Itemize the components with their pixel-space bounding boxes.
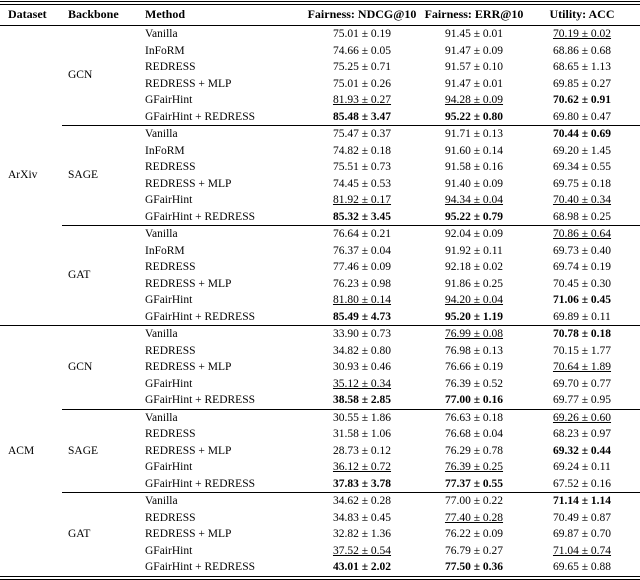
acc-cell: 70.40 ± 0.34 xyxy=(552,194,612,206)
dataset-cell: ArXiv xyxy=(8,169,38,182)
acc-cell: 69.26 ± 0.60 xyxy=(524,409,640,426)
acc-cell: 71.14 ± 1.14 xyxy=(524,493,640,510)
ndcg-cell: 34.83 ± 0.45 xyxy=(332,511,392,524)
acc-cell: 69.87 ± 0.70 xyxy=(552,528,612,540)
acc-cell: 70.15 ± 1.77 xyxy=(552,344,612,357)
err-cell: 77.00 ± 0.16 xyxy=(444,394,504,406)
acc-cell: 69.32 ± 0.44 xyxy=(552,444,612,457)
ndcg-cell: 81.92 ± 0.17 xyxy=(332,194,392,206)
ndcg-cell: 85.49 ± 4.73 xyxy=(332,310,392,323)
err-cell: 91.86 ± 0.25 xyxy=(444,277,504,290)
err-cell: 91.47 ± 0.01 xyxy=(444,77,504,90)
acc-cell: 69.89 ± 0.11 xyxy=(553,310,611,323)
acc-cell: 69.75 ± 0.18 xyxy=(552,177,612,190)
method-cell: InFoRM xyxy=(145,244,185,257)
results-table-wrapper xyxy=(0,1,640,580)
method-cell: Vanilla xyxy=(140,493,300,510)
method-cell: REDRESS xyxy=(145,261,196,273)
ndcg-cell: 32.82 ± 1.36 xyxy=(332,528,392,540)
ndcg-cell: 75.47 ± 0.37 xyxy=(300,126,424,143)
err-cell: 95.22 ± 0.80 xyxy=(444,110,504,123)
err-cell: 91.47 ± 0.09 xyxy=(444,44,504,57)
acc-cell: 68.23 ± 0.97 xyxy=(552,428,612,440)
err-cell: 76.79 ± 0.27 xyxy=(444,544,504,557)
err-cell: 91.58 ± 0.16 xyxy=(444,161,504,173)
ndcg-cell: 74.82 ± 0.18 xyxy=(332,144,392,157)
ndcg-cell: 30.93 ± 0.46 xyxy=(332,361,392,373)
err-cell: 77.50 ± 0.36 xyxy=(444,561,504,573)
ndcg-cell: 85.32 ± 3.45 xyxy=(332,210,392,223)
ndcg-cell: 28.73 ± 0.12 xyxy=(332,444,392,457)
acc-cell: 71.06 ± 0.45 xyxy=(552,294,612,306)
backbone-cell: SAGE xyxy=(62,126,140,226)
ndcg-cell: 74.66 ± 0.05 xyxy=(332,44,392,57)
method-cell: Vanilla xyxy=(140,326,300,343)
header-fairness-err: Fairness: ERR@10 xyxy=(424,5,524,26)
ndcg-cell: 30.55 ± 1.86 xyxy=(300,409,424,426)
backbone-cell: GCN xyxy=(68,69,93,82)
ndcg-cell: 76.37 ± 0.04 xyxy=(332,244,392,257)
method-cell: InFoRM xyxy=(145,144,185,157)
acc-cell: 70.49 ± 0.87 xyxy=(552,511,612,524)
method-cell: GFairHint xyxy=(145,94,193,106)
method-cell: REDRESS xyxy=(145,61,196,73)
table-row xyxy=(0,409,640,426)
ndcg-cell: 81.80 ± 0.14 xyxy=(332,294,392,306)
acc-cell: 70.45 ± 0.30 xyxy=(552,277,612,290)
table-row xyxy=(0,226,640,243)
method-cell: REDRESS xyxy=(145,161,196,173)
err-cell: 76.66 ± 0.19 xyxy=(444,361,504,373)
header-method: Method xyxy=(140,5,300,26)
err-cell: 95.20 ± 1.19 xyxy=(444,310,504,323)
method-cell: REDRESS xyxy=(145,344,196,357)
ndcg-cell: 75.01 ± 0.26 xyxy=(332,77,392,90)
method-cell: REDRESS xyxy=(145,511,196,524)
header-backbone: Backbone xyxy=(62,5,140,26)
err-cell: 76.39 ± 0.25 xyxy=(444,461,504,473)
method-cell: GFairHint + REDRESS xyxy=(145,477,255,490)
table-row xyxy=(0,26,640,43)
err-cell: 92.18 ± 0.02 xyxy=(444,261,504,273)
method-cell: GFairHint xyxy=(145,294,193,306)
acc-cell: 68.65 ± 1.13 xyxy=(552,61,612,73)
method-cell: GFairHint + REDRESS xyxy=(145,310,255,323)
method-cell: REDRESS + MLP xyxy=(145,177,232,190)
table-row xyxy=(0,493,640,510)
acc-cell: 70.19 ± 0.02 xyxy=(552,28,612,40)
acc-cell: 69.74 ± 0.19 xyxy=(552,261,612,273)
method-cell: REDRESS + MLP xyxy=(145,277,232,290)
err-cell: 94.34 ± 0.04 xyxy=(444,194,504,206)
acc-cell: 69.24 ± 0.11 xyxy=(553,461,611,473)
acc-cell: 71.04 ± 0.74 xyxy=(552,544,612,557)
err-cell: 94.20 ± 0.04 xyxy=(444,294,504,306)
method-cell: GFairHint xyxy=(145,461,193,473)
acc-cell: 69.73 ± 0.40 xyxy=(552,244,612,257)
ndcg-cell: 34.82 ± 0.80 xyxy=(332,344,392,357)
acc-cell: 68.98 ± 0.25 xyxy=(552,210,612,223)
results-table xyxy=(0,4,640,577)
acc-cell: 70.44 ± 0.69 xyxy=(524,126,640,143)
acc-cell: 67.52 ± 0.16 xyxy=(552,477,612,490)
ndcg-cell: 43.01 ± 2.02 xyxy=(332,561,392,573)
header-dataset: Dataset xyxy=(0,5,62,26)
method-cell: GFairHint + REDRESS xyxy=(145,110,255,123)
acc-cell: 69.20 ± 1.45 xyxy=(552,144,612,157)
acc-cell: 70.86 ± 0.64 xyxy=(524,226,640,243)
acc-cell: 69.85 ± 0.27 xyxy=(552,77,612,90)
acc-cell: 69.65 ± 0.88 xyxy=(552,561,612,573)
table-row xyxy=(0,126,640,143)
err-cell: 77.40 ± 0.28 xyxy=(444,511,504,524)
ndcg-cell: 76.23 ± 0.98 xyxy=(332,277,392,290)
ndcg-cell: 34.62 ± 0.28 xyxy=(300,493,424,510)
err-cell: 76.39 ± 0.52 xyxy=(444,377,504,390)
method-cell: GFairHint xyxy=(145,194,193,206)
header-fairness-ndcg: Fairness: NDCG@10 xyxy=(300,5,424,26)
err-cell: 91.60 ± 0.14 xyxy=(444,144,504,157)
method-cell: GFairHint xyxy=(145,544,193,557)
err-cell: 76.68 ± 0.04 xyxy=(444,428,504,440)
ndcg-cell: 76.64 ± 0.21 xyxy=(300,226,424,243)
method-cell: GFairHint xyxy=(145,377,193,390)
acc-cell: 70.62 ± 0.91 xyxy=(552,94,612,106)
ndcg-cell: 36.12 ± 0.72 xyxy=(332,461,392,473)
ndcg-cell: 38.58 ± 2.85 xyxy=(332,394,392,406)
ndcg-cell: 74.45 ± 0.53 xyxy=(332,177,392,190)
table-body xyxy=(0,26,640,577)
err-cell: 76.63 ± 0.18 xyxy=(424,409,524,426)
acc-cell: 69.80 ± 0.47 xyxy=(552,110,612,123)
acc-cell: 70.64 ± 1.89 xyxy=(552,361,612,373)
header-utility-acc: Utility: ACC xyxy=(524,5,640,26)
ndcg-cell: 35.12 ± 0.34 xyxy=(332,377,392,390)
err-cell: 95.22 ± 0.79 xyxy=(444,210,504,223)
method-cell: REDRESS + MLP xyxy=(145,77,232,90)
ndcg-cell: 75.25 ± 0.71 xyxy=(332,61,392,73)
acc-cell: 69.70 ± 0.77 xyxy=(552,377,612,390)
acc-cell: 70.78 ± 0.18 xyxy=(524,326,640,343)
err-cell: 91.92 ± 0.11 xyxy=(445,244,503,257)
acc-cell: 68.86 ± 0.68 xyxy=(552,44,612,57)
ndcg-cell: 85.48 ± 3.47 xyxy=(332,110,392,123)
err-cell: 76.29 ± 0.78 xyxy=(444,444,504,457)
table-row xyxy=(0,326,640,343)
acc-cell: 69.34 ± 0.55 xyxy=(552,161,612,173)
ndcg-cell: 33.90 ± 0.73 xyxy=(300,326,424,343)
err-cell: 91.45 ± 0.01 xyxy=(444,28,504,40)
err-cell: 91.40 ± 0.09 xyxy=(444,177,504,190)
err-cell: 77.00 ± 0.22 xyxy=(424,493,524,510)
method-cell: REDRESS + MLP xyxy=(145,528,232,540)
method-cell: Vanilla xyxy=(140,126,300,143)
method-cell: InFoRM xyxy=(145,44,185,57)
table-header xyxy=(0,5,640,26)
backbone-cell: GAT xyxy=(62,493,140,577)
err-cell: 94.28 ± 0.09 xyxy=(444,94,504,106)
method-cell: Vanilla xyxy=(145,28,178,40)
err-cell: 76.22 ± 0.09 xyxy=(444,528,504,540)
ndcg-cell: 37.52 ± 0.54 xyxy=(332,544,392,557)
header-row xyxy=(0,5,640,26)
backbone-cell: GCN xyxy=(62,326,140,410)
ndcg-cell: 37.83 ± 3.78 xyxy=(332,477,392,490)
ndcg-cell: 75.51 ± 0.73 xyxy=(332,161,392,173)
err-cell: 92.04 ± 0.09 xyxy=(424,226,524,243)
err-cell: 76.99 ± 0.08 xyxy=(424,326,524,343)
ndcg-cell: 75.01 ± 0.19 xyxy=(332,28,392,40)
method-cell: REDRESS + MLP xyxy=(145,361,232,373)
ndcg-cell: 77.46 ± 0.09 xyxy=(332,261,392,273)
dataset-cell: ACM xyxy=(0,326,62,577)
backbone-cell: GAT xyxy=(62,226,140,326)
method-cell: REDRESS xyxy=(145,428,196,440)
ndcg-cell: 81.93 ± 0.27 xyxy=(332,94,392,106)
err-cell: 91.57 ± 0.10 xyxy=(444,61,504,73)
err-cell: 77.37 ± 0.55 xyxy=(444,477,504,490)
method-cell: GFairHint + REDRESS xyxy=(145,394,255,406)
method-cell: GFairHint + REDRESS xyxy=(145,561,255,573)
backbone-cell: SAGE xyxy=(62,409,140,493)
method-cell: GFairHint + REDRESS xyxy=(145,210,255,223)
err-cell: 91.71 ± 0.13 xyxy=(424,126,524,143)
err-cell: 76.98 ± 0.13 xyxy=(444,344,504,357)
method-cell: Vanilla xyxy=(140,409,300,426)
method-cell: REDRESS + MLP xyxy=(145,444,232,457)
ndcg-cell: 31.58 ± 1.06 xyxy=(332,428,392,440)
acc-cell: 69.77 ± 0.95 xyxy=(552,394,612,406)
method-cell: Vanilla xyxy=(140,226,300,243)
